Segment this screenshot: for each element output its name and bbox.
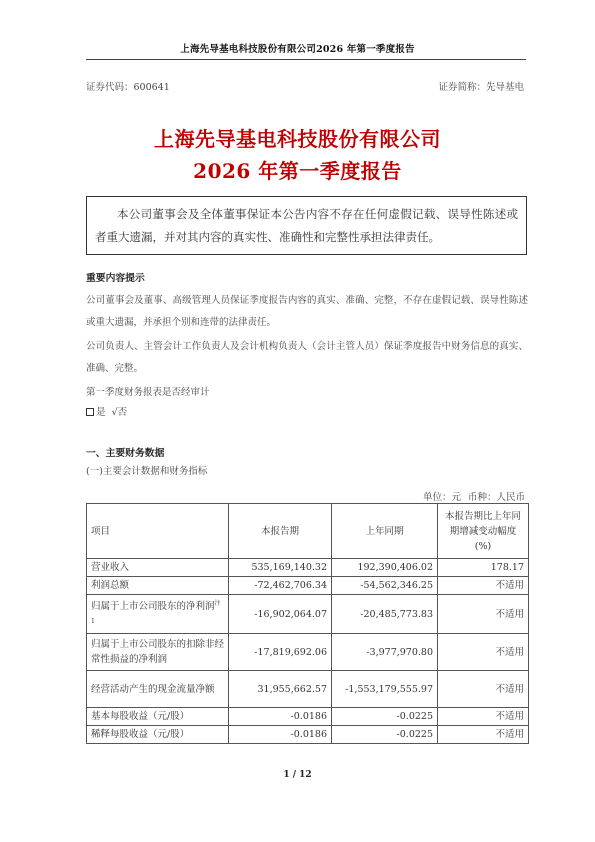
unit-note: 单位：元 币种：人民币: [422, 492, 525, 503]
row-prior: -1,553,179,555.97: [332, 671, 438, 708]
security-code: 证券代码：600641: [86, 82, 170, 93]
row-change: 不适用: [438, 671, 529, 708]
col-header-prior: 上年同期: [332, 504, 438, 559]
board-notice-box: 本公司董事会及全体董事保证本公告内容不存在任何虚假记载、误导性陈述或者重大遗漏，并对其内容的真实性、准确性和完整性承担法律责任。: [86, 196, 527, 255]
row-prior: -54,562,346.25: [332, 577, 438, 595]
row-item: 归属于上市公司股东的扣除非经常性损益的净利润: [87, 634, 229, 671]
running-header: 上海先导基电科技股份有限公司2026 年第一季度报告: [180, 44, 415, 55]
row-change: 不适用: [438, 577, 529, 595]
col-header-change: 本报告期比上年同期增减变动幅度(%): [438, 504, 529, 559]
row-current: -72,462,706.34: [229, 577, 332, 595]
table-row: [87, 595, 529, 634]
audit-no-checked: √否: [111, 407, 128, 418]
row-item: 经营活动产生的现金流量净额: [87, 671, 229, 708]
row-current: -0.0186: [229, 708, 332, 726]
row-change: 不适用: [438, 708, 529, 726]
header-rule: [86, 59, 526, 60]
row-prior: 192,390,406.02: [332, 559, 438, 577]
important-heading: 重要内容提示: [86, 273, 145, 284]
row-item: 稀释每股收益（元/股）: [87, 726, 229, 744]
col-header-item: 项目: [87, 504, 229, 559]
audit-answer: [86, 402, 127, 424]
table-row: [87, 577, 529, 595]
table-row: [87, 634, 529, 671]
row-change: 不适用: [438, 595, 529, 634]
company-title: 上海先导基电科技股份有限公司: [154, 127, 441, 151]
row-current: 535,169,140.32: [229, 559, 332, 577]
row-prior: -3,977,970.80: [332, 634, 438, 671]
row-current: -0.0186: [229, 726, 332, 744]
row-change: 不适用: [438, 726, 529, 744]
table-row: [87, 671, 529, 708]
audit-question: 第一季度财务报表是否经审计: [86, 387, 210, 398]
row-current: -16,902,064.07: [229, 595, 332, 634]
row-change: 178.17: [438, 559, 529, 577]
section-heading: 一、主要财务数据: [86, 448, 165, 459]
row-item-text: 归属于上市公司股东的净利润: [91, 601, 215, 613]
important-paragraph-1: 公司董事会及董事、高级管理人员保证季度报告内容的真实、准确、完整，不存在虚假记载、误导性陈述或重大遗漏，并承担个别和连带的法律责任。: [86, 295, 528, 328]
row-prior: -0.0225: [332, 726, 438, 744]
footnote-marker: 注1: [91, 600, 221, 626]
table-row: [87, 726, 529, 744]
table-row: [87, 559, 529, 577]
row-prior: -0.0225: [332, 708, 438, 726]
financial-data-table: [86, 503, 529, 744]
row-item: 利润总额: [87, 577, 229, 595]
page-number: 1 / 12: [283, 770, 312, 780]
row-item: 基本每股收益（元/股）: [87, 708, 229, 726]
row-current: 31,955,662.57: [229, 671, 332, 708]
row-item: 营业收入: [87, 559, 229, 577]
important-paragraph-2: 公司负责人、主管会计工作负责人及会计机构负责人（会计主管人员）保证季度报告中财务信息的真实、准确、完整。: [86, 341, 528, 374]
table-row: [87, 708, 529, 726]
row-current: -17,819,692.06: [229, 634, 332, 671]
report-title: 2026 年第一季度报告: [193, 159, 402, 183]
row-prior: -20,485,773.83: [332, 595, 438, 634]
table-header-row: [87, 504, 529, 559]
col-header-current: 本报告期: [229, 504, 332, 559]
row-change: 不适用: [438, 634, 529, 671]
subsection-heading: (一)主要会计数据和财务指标: [86, 466, 208, 477]
row-item: [87, 595, 229, 634]
security-abbr: 证券简称：先导基电: [438, 82, 524, 93]
checkbox-unchecked: [86, 408, 94, 416]
audit-yes-label: 是: [96, 407, 106, 418]
